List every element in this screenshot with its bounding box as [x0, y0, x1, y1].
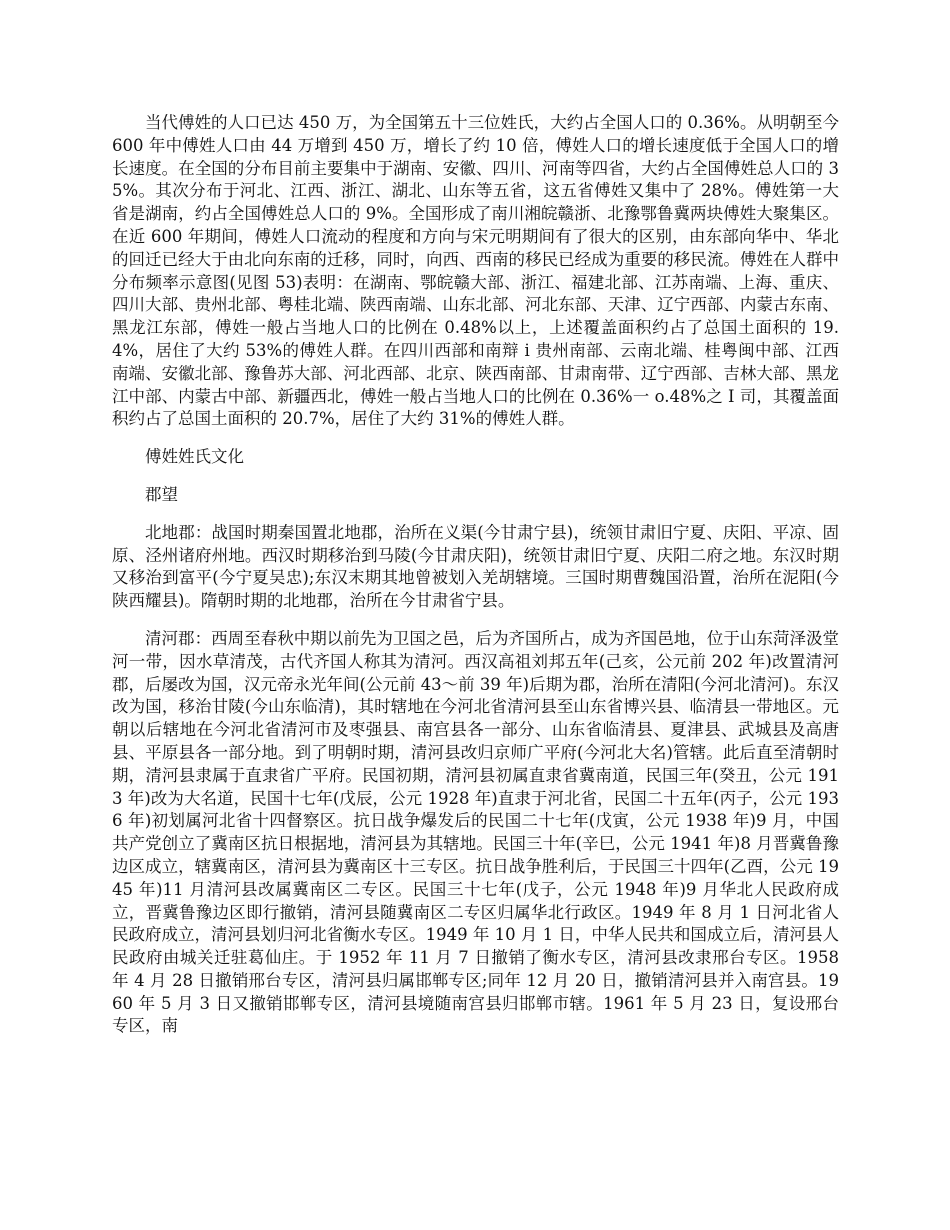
beidi-paragraph: 北地郡：战国时期秦国置北地郡，治所在义渠(今甘肃宁县)，统领甘肃旧宁夏、庆阳、平凉、固原、泾州诸府州地。西汉时期移治到马陵(今甘肃庆阳)，统领甘肃旧宁夏、庆阳二府之地。东汉时期又移治到富平(今宁夏吴忠);东汉末期其地曾被划入羌胡辖境。三国时期曹魏国沿置，治所在泥阳(今陕西耀县)。隋朝时期的北地郡，治所在今甘肃省宁县。: [112, 522, 839, 611]
subsection-title: 郡望: [145, 484, 178, 504]
intro-paragraph: 当代傅姓的人口已达 450 万，为全国第五十三位姓氏，大约占全国人口的 0.36%。从明朝至今 600 年中傅姓人口由 44 万增到 450 万，增长了约 10 倍，傅姓人口的增长速度低于全国人口的增长速度。在全国的分布目前主要集中于湖南、安徽、四川、河南等四省，大约占全国傅姓总人口的 35%。其次分布于河北、江西、浙江、湖北、山东等五省，这五省傅姓又集中了 28%。傅姓第一大省是湖南，约占全国傅姓总人口的 9%。全国形成了南川湘皖赣浙、北豫鄂鲁冀两块傅姓大聚集区。在近 600 年期间，傅姓人口流动的程度和方向与宋元明期间有了很大的区别，由东部向华中、华北的回迁已经大于由北向东南的迁移，同时，向西、西南的移民已经成为重要的移民流。傅姓在人群中分布频率示意图(见图 53)表明：在湖南、鄂皖赣大部、浙江、福建北部、江苏南端、上海、重庆、四川大部、贵州北部、粤桂北端、陕西南端、山东北部、河北东部、天津、辽宁西部、内蒙古东南、黑龙江东部，傅姓一般占当地人口的比例在 0.48%以上，上述覆盖面积约占了总国土面积的 19.4%，居住了大约 53%的傅姓人群。在四川西部和南辩 i 贵州南部、云南北端、桂粤闽中部、江西南端、安徽北部、豫鲁苏大部、河北西部、北京、陕西南部、甘肃南带、辽宁西部、吉林大部、黑龙江中部、内蒙古中部、新疆西北，傅姓一般占当地人口的比例在 0.36%一 o.48%之 I 司，其覆盖面积约占了总国土面积的 20.7%，居住了大约 31%的傅姓人群。: [112, 113, 839, 429]
document-page: [112, 112, 839, 1053]
section-title: 傅姓姓氏文化: [145, 447, 244, 467]
qinghe-paragraph: 清河郡：西周至春秋中期以前先为卫国之邑，后为齐国所占，成为齐国邑地，位于山东菏泽汲堂河一带，因水草清茂，古代齐国人称其为清河。西汉高祖刘邦五年(己亥，公元前 202 年)改置清河郡，后屡改为国，汉元帝永光年间(公元前 43～前 39 年)后期为郡，治所在清阳(今河北清河)。东汉改为国，移治甘陵(今山东临清)，其时辖地在今河北省清河县至山东省博兴县、临清县一带地区。元朝以后辖地在今河北省清河市及枣强县、南宫县各一部分、山东省临清县、夏津县、武城县及高唐县、平原县各一部分地。到了明朝时期，清河县改归京师广平府(今河北大名)管辖。此后直至清朝时期，清河县隶属于直隶省广平府。民国初期，清河县初属直隶省冀南道，民国三年(癸丑，公元 1913 年)改为大名道，民国十七年(戊辰，公元 1928 年)直隶于河北省，民国二十五年(丙子，公元 1936 年)初划属河北省十四督察区。抗日战争爆发后的民国二十七年(戊寅，公元 1938 年)9 月，中国共产党创立了冀南区抗日根据地，清河县为其辖地。民国三十年(辛巳，公元 1941 年)8 月晋冀鲁豫边区成立，辖冀南区，清河县为冀南区十三专区。抗日战争胜利后，于民国三十四年(乙酉，公元 1945 年)11 月清河县改属冀南区二专区。民国三十七年(戊子，公元 1948 年)9 月华北人民政府成立，晋冀鲁豫边区即行撤销，清河县随冀南区二专区归属华北行政区。1949 年 8 月 1 日河北省人民政府成立，清河县划归河北省衡水专区。1949 年 10 月 1 日，中华人民共和国成立后，清河县人民政府由城关迁驻葛仙庄。于 1952 年 11 月 7 日撤销了衡水专区，清河县改隶邢台专区。1958 年 4 月 28 日撤销邢台专区，清河县归属邯郸专区;同年 12 月 20 日，撤销清河县并入南宫县。1960 年 5 月 3 日又撤销邯郸专区，清河县境随南宫县归邯郸市辖。1961 年 5 月 23 日，复设邢台专区，南: [112, 628, 839, 1036]
